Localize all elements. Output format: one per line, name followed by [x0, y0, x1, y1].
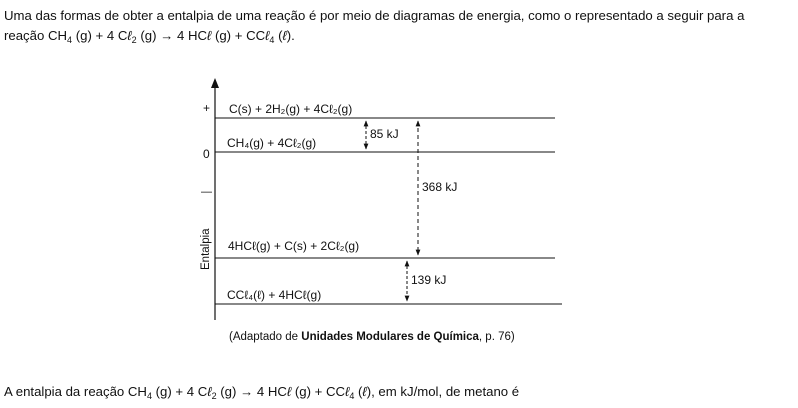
level-label-2: CH₄(g) + 4Cℓ₂(g)	[227, 136, 317, 150]
sign-zero: 0	[203, 147, 210, 161]
sign-minus: —	[201, 186, 212, 198]
level-label-3: 4HCℓ(g) + C(s) + 2Cℓ₂(g)	[228, 239, 360, 253]
question-prompt: A entalpia da reação $CH_4$ (g) + 4 Cℓ$_2$ (g) → 4 HCℓ (g) + CCℓ$_4$ (ℓ), em kJ/mol, de metano é	[4, 384, 520, 401]
diagram-caption: (Adaptado de Unidades Modulares de Química, p. 76)	[229, 331, 515, 343]
delta-label-139: 139 kJ	[411, 273, 447, 287]
axis-label: Entalpia	[200, 228, 212, 270]
sign-plus: +	[203, 101, 211, 115]
delta-label-85: 85 kJ	[370, 127, 399, 141]
delta-label-368: 368 kJ	[422, 180, 458, 194]
level-label-1: C(s) + 2H₂(g) + 4Cℓ₂(g)	[229, 102, 353, 116]
axis-arrow-icon	[211, 78, 219, 88]
intro-line-2: reação $CH_4$ (g) + 4 Cℓ$_2$ (g) → 4 HCℓ (g) + CCℓ$_4$ (ℓ).	[4, 28, 295, 45]
level-label-4: CCℓ₄(ℓ) + 4HCℓ(g)	[227, 288, 322, 302]
intro-line-1: Uma das formas de obter a entalpia de uma reação é por meio de diagramas de energia, como o representado a seguir para a	[4, 8, 745, 23]
